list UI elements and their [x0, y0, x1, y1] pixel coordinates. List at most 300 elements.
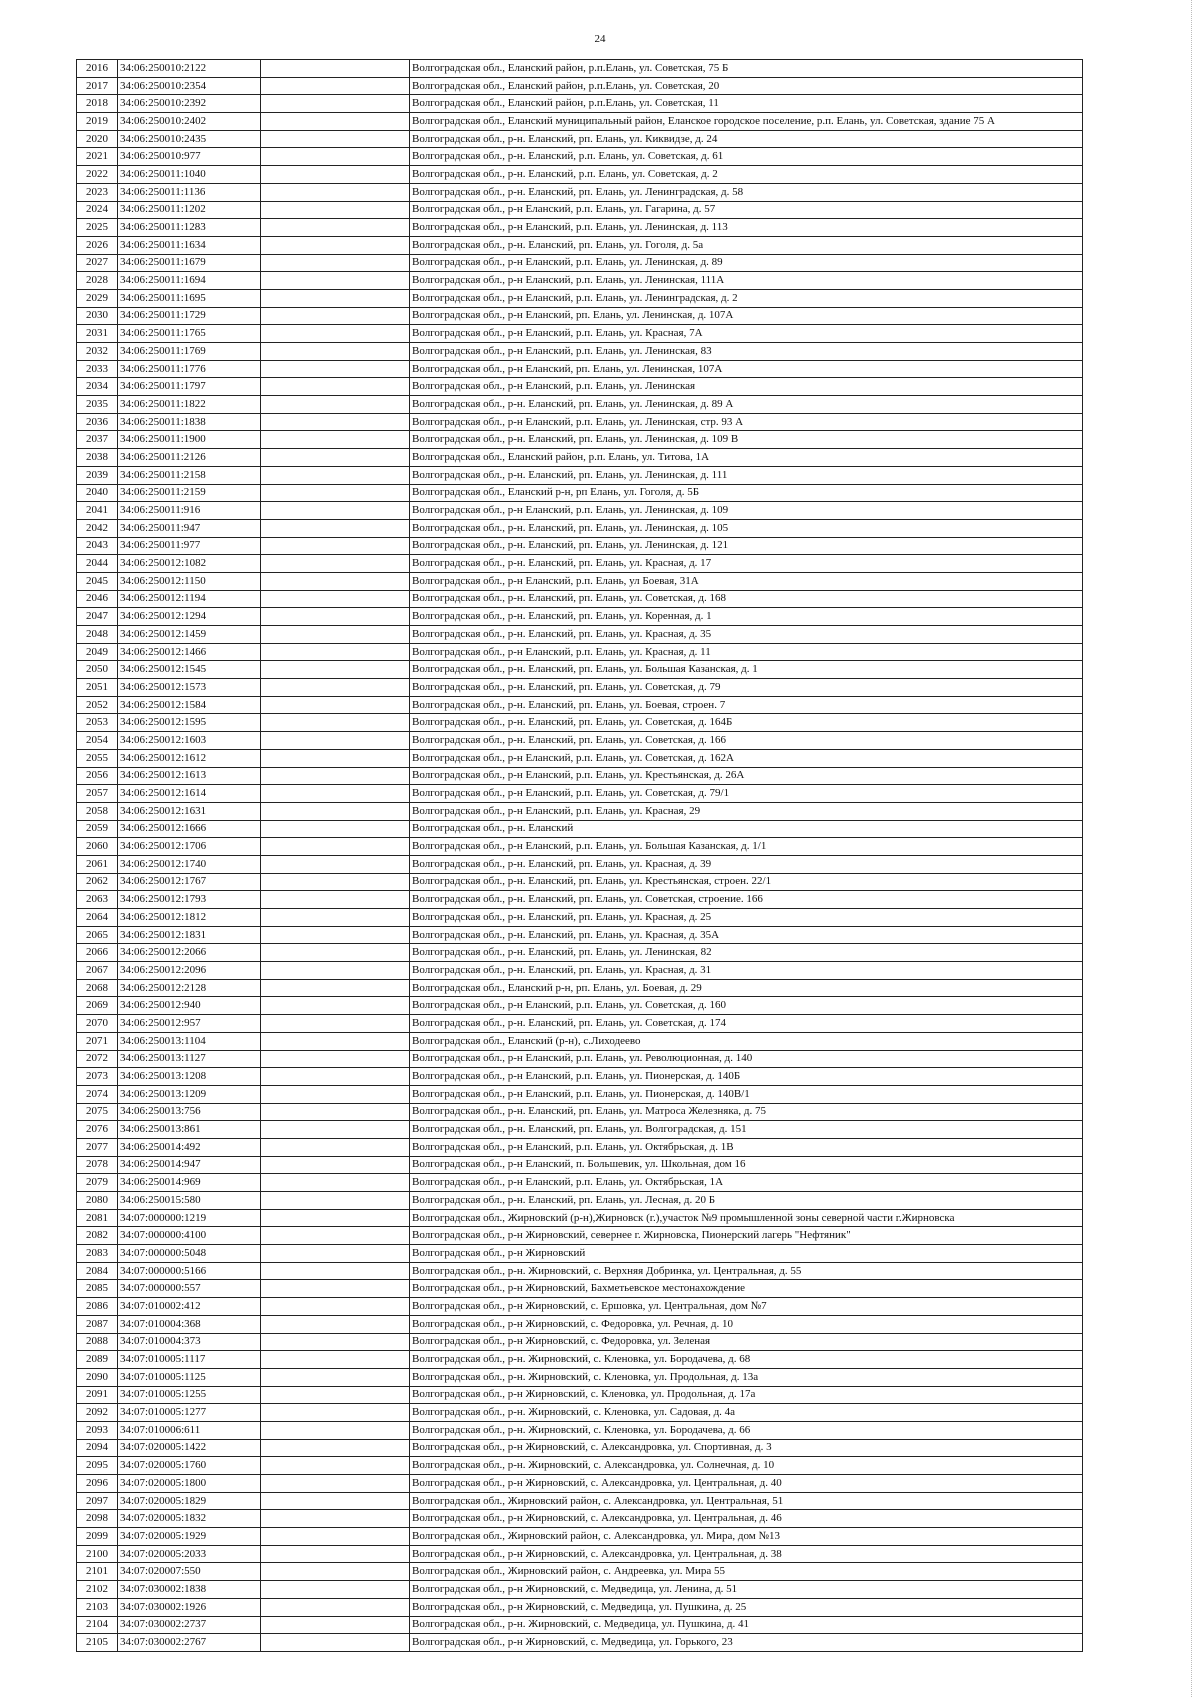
empty-cell [261, 1634, 410, 1652]
address: Волгоградская обл., р-н Еланский, р.п. Елань, ул. Ленинская, д. 109 [410, 502, 1083, 520]
address: Волгоградская обл., р-н Еланский, р.п. Елань, ул. Красная, д. 11 [410, 643, 1083, 661]
address: Волгоградская обл., р-н Еланский, р.п. Елань, ул. Пионерская, д. 140В/1 [410, 1085, 1083, 1103]
cadastral-number: 34:07:020005:1829 [118, 1492, 261, 1510]
table-row [77, 254, 1083, 272]
table-row [77, 183, 1083, 201]
row-number: 2018 [77, 95, 118, 113]
row-number: 2039 [77, 466, 118, 484]
row-number: 2040 [77, 484, 118, 502]
cadastral-number: 34:06:250011:2158 [118, 466, 261, 484]
row-number: 2055 [77, 749, 118, 767]
address: Волгоградская обл., р-н. Еланский [410, 820, 1083, 838]
cadastral-number: 34:07:000000:5166 [118, 1262, 261, 1280]
table-row [77, 590, 1083, 608]
address: Волгоградская обл., р-н Еланский, р.п. Елань, ул. Советская, д. 162А [410, 749, 1083, 767]
empty-cell [261, 307, 410, 325]
cadastral-number: 34:06:250011:1040 [118, 166, 261, 184]
cadastral-number: 34:07:010004:368 [118, 1315, 261, 1333]
empty-cell [261, 1475, 410, 1493]
page-number: 24 [594, 33, 606, 45]
empty-cell [261, 1598, 410, 1616]
address: Волгоградская обл., р-н Жирновский, Бахметьевское местонахождение [410, 1280, 1083, 1298]
cadastral-number: 34:06:250011:1838 [118, 413, 261, 431]
empty-cell [261, 95, 410, 113]
row-number: 2029 [77, 289, 118, 307]
table-row [77, 714, 1083, 732]
row-number: 2066 [77, 944, 118, 962]
table-row [77, 272, 1083, 290]
row-number: 2023 [77, 183, 118, 201]
cadastral-number: 34:06:250011:916 [118, 502, 261, 520]
empty-cell [261, 325, 410, 343]
address: Волгоградская обл., р-н Еланский, р.п. Елань, ул. Большая Казанская, д. 1/1 [410, 838, 1083, 856]
table-row [77, 1315, 1083, 1333]
table-row [77, 572, 1083, 590]
address: Волгоградская обл., р-н. Жирновский, с. Кленовка, ул. Садовая, д. 4а [410, 1404, 1083, 1422]
address: Волгоградская обл., р-н Еланский, р.п. Елань, ул. Пионерская, д. 140Б [410, 1068, 1083, 1086]
address: Волгоградская обл., р-н Еланский, р.п. Елань, ул. Ленинградская, д. 2 [410, 289, 1083, 307]
address: Волгоградская обл., р-н. Еланский, рп. Елань, ул. Крестьянская, строен. 22/1 [410, 873, 1083, 891]
row-number: 2077 [77, 1138, 118, 1156]
table-row [77, 926, 1083, 944]
row-number: 2017 [77, 77, 118, 95]
empty-cell [261, 732, 410, 750]
empty-cell [261, 1227, 410, 1245]
address: Волгоградская обл., р-н Жирновский, с. Федоровка, ул. Речная, д. 10 [410, 1315, 1083, 1333]
row-number: 2074 [77, 1085, 118, 1103]
empty-cell [261, 236, 410, 254]
empty-cell [261, 926, 410, 944]
row-number: 2061 [77, 855, 118, 873]
cadastral-number: 34:07:010005:1277 [118, 1404, 261, 1422]
empty-cell [261, 1563, 410, 1581]
row-number: 2062 [77, 873, 118, 891]
empty-cell [261, 626, 410, 644]
empty-cell [261, 1315, 410, 1333]
empty-cell [261, 343, 410, 361]
empty-cell [261, 1545, 410, 1563]
empty-cell [261, 130, 410, 148]
table-row [77, 1209, 1083, 1227]
address: Волгоградская обл., р-н Еланский, р.п. Елань, ул. Красная, 29 [410, 802, 1083, 820]
cadastral-number: 34:06:250011:2159 [118, 484, 261, 502]
empty-cell [261, 1581, 410, 1599]
row-number: 2041 [77, 502, 118, 520]
cadastral-number: 34:06:250012:1740 [118, 855, 261, 873]
table-row [77, 519, 1083, 537]
row-number: 2058 [77, 802, 118, 820]
cadastral-number: 34:06:250011:1694 [118, 272, 261, 290]
cadastral-number: 34:06:250012:1573 [118, 679, 261, 697]
empty-cell [261, 289, 410, 307]
empty-cell [261, 1351, 410, 1369]
empty-cell [261, 1245, 410, 1263]
empty-cell [261, 1528, 410, 1546]
cadastral-number: 34:07:010005:1255 [118, 1386, 261, 1404]
cadastral-number: 34:06:250014:969 [118, 1174, 261, 1192]
table-row [77, 1475, 1083, 1493]
row-number: 2086 [77, 1298, 118, 1316]
registry-table [76, 59, 1083, 1652]
row-number: 2051 [77, 679, 118, 697]
table-row [77, 1121, 1083, 1139]
address: Волгоградская обл., р-н Еланский, р.п. Елань, ул. Советская, д. 160 [410, 997, 1083, 1015]
empty-cell [261, 1457, 410, 1475]
empty-cell [261, 519, 410, 537]
empty-cell [261, 148, 410, 166]
table-row [77, 1510, 1083, 1528]
row-number: 2045 [77, 572, 118, 590]
table-row [77, 1103, 1083, 1121]
cadastral-number: 34:07:000000:5048 [118, 1245, 261, 1263]
cadastral-number: 34:06:250010:2122 [118, 60, 261, 78]
address: Волгоградская обл., Еланский (р-н), с.Лиходеево [410, 1032, 1083, 1050]
cadastral-number: 34:06:250011:2126 [118, 449, 261, 467]
empty-cell [261, 1510, 410, 1528]
cadastral-number: 34:06:250012:940 [118, 997, 261, 1015]
table-row [77, 1457, 1083, 1475]
row-number: 2097 [77, 1492, 118, 1510]
address: Волгоградская обл., р-н Жирновский, с. Медведица, ул. Горького, 23 [410, 1634, 1083, 1652]
empty-cell [261, 891, 410, 909]
cadastral-number: 34:06:250011:1900 [118, 431, 261, 449]
row-number: 2048 [77, 626, 118, 644]
table-row [77, 1351, 1083, 1369]
row-number: 2069 [77, 997, 118, 1015]
address: Волгоградская обл., р-н Жирновский [410, 1245, 1083, 1263]
address: Волгоградская обл., р-н Жирновский, с. Кленовка, ул. Продольная, д. 17а [410, 1386, 1083, 1404]
cadastral-number: 34:07:010005:1125 [118, 1368, 261, 1386]
row-number: 2084 [77, 1262, 118, 1280]
address: Волгоградская обл., р-н. Еланский, рп. Елань, ул. Большая Казанская, д. 1 [410, 661, 1083, 679]
empty-cell [261, 1616, 410, 1634]
row-number: 2105 [77, 1634, 118, 1652]
row-number: 2075 [77, 1103, 118, 1121]
cadastral-number: 34:07:010006:611 [118, 1421, 261, 1439]
empty-cell [261, 1032, 410, 1050]
row-number: 2021 [77, 148, 118, 166]
empty-cell [261, 855, 410, 873]
empty-cell [261, 1262, 410, 1280]
cadastral-number: 34:07:030002:1838 [118, 1581, 261, 1599]
row-number: 2037 [77, 431, 118, 449]
cadastral-number: 34:06:250011:1634 [118, 236, 261, 254]
table-row [77, 1050, 1083, 1068]
empty-cell [261, 1368, 410, 1386]
address: Волгоградская обл., Еланский район, р.п.Елань, ул. Советская, 20 [410, 77, 1083, 95]
table-row [77, 1192, 1083, 1210]
table-row [77, 1156, 1083, 1174]
cadastral-number: 34:06:250011:1136 [118, 183, 261, 201]
table-row [77, 643, 1083, 661]
row-number: 2100 [77, 1545, 118, 1563]
table-row [77, 1563, 1083, 1581]
row-number: 2047 [77, 608, 118, 626]
table-row [77, 732, 1083, 750]
address: Волгоградская обл., р-н. Еланский, рп. Елань, ул. Советская, д. 166 [410, 732, 1083, 750]
table-row [77, 661, 1083, 679]
row-number: 2025 [77, 219, 118, 237]
address: Волгоградская обл., р-н. Еланский, рп. Елань, ул. Ленинская, д. 121 [410, 537, 1083, 555]
address: Волгоградская обл., р-н Жирновский, севернее г. Жирновска, Пионерский лагерь "Нефтяник" [410, 1227, 1083, 1245]
empty-cell [261, 590, 410, 608]
cadastral-number: 34:07:000000:4100 [118, 1227, 261, 1245]
row-number: 2016 [77, 60, 118, 78]
cadastral-number: 34:06:250011:1797 [118, 378, 261, 396]
address: Волгоградская обл., р-н. Еланский, рп. Елань, ул. Матроса Железняка, д. 75 [410, 1103, 1083, 1121]
cadastral-number: 34:07:020005:1929 [118, 1528, 261, 1546]
cadastral-number: 34:06:250012:1595 [118, 714, 261, 732]
cadastral-number: 34:06:250012:1613 [118, 767, 261, 785]
empty-cell [261, 1492, 410, 1510]
row-number: 2089 [77, 1351, 118, 1369]
empty-cell [261, 449, 410, 467]
empty-cell [261, 838, 410, 856]
table-row [77, 449, 1083, 467]
cadastral-number: 34:07:020007:550 [118, 1563, 261, 1581]
address: Волгоградская обл., р-н. Еланский, рп. Елань, ул. Советская, строение. 166 [410, 891, 1083, 909]
address: Волгоградская обл., р-н Жирновский, с. Александровка, ул. Центральная, д. 40 [410, 1475, 1083, 1493]
address: Волгоградская обл., р-н. Еланский, р.п. Елань, ул. Советская, д. 2 [410, 166, 1083, 184]
row-number: 2027 [77, 254, 118, 272]
row-number: 2081 [77, 1209, 118, 1227]
address: Волгоградская обл., р-н Жирновский, с. Ершовка, ул. Центральная, дом №7 [410, 1298, 1083, 1316]
empty-cell [261, 802, 410, 820]
empty-cell [261, 113, 410, 131]
cadastral-number: 34:06:250011:1769 [118, 343, 261, 361]
empty-cell [261, 555, 410, 573]
table-row [77, 1280, 1083, 1298]
row-number: 2059 [77, 820, 118, 838]
cadastral-number: 34:06:250012:1294 [118, 608, 261, 626]
table-row [77, 502, 1083, 520]
empty-cell [261, 502, 410, 520]
empty-cell [261, 785, 410, 803]
row-number: 2070 [77, 1015, 118, 1033]
address: Волгоградская обл., Еланский р-н, рп. Елань, ул. Боевая, д. 29 [410, 979, 1083, 997]
address: Волгоградская обл., р-н Еланский, р.п. Елань, ул. Ленинская, 83 [410, 343, 1083, 361]
table-row [77, 1439, 1083, 1457]
cadastral-number: 34:06:250012:1466 [118, 643, 261, 661]
empty-cell [261, 1068, 410, 1086]
address: Волгоградская обл., р-н Жирновский, с. Медведица, ул. Ленина, д. 51 [410, 1581, 1083, 1599]
table-row [77, 785, 1083, 803]
empty-cell [261, 572, 410, 590]
table-row [77, 696, 1083, 714]
row-number: 2095 [77, 1457, 118, 1475]
cadastral-number: 34:06:250011:947 [118, 519, 261, 537]
table-row [77, 1616, 1083, 1634]
row-number: 2035 [77, 396, 118, 414]
row-number: 2090 [77, 1368, 118, 1386]
table-row [77, 289, 1083, 307]
empty-cell [261, 661, 410, 679]
empty-cell [261, 219, 410, 237]
cadastral-number: 34:06:250012:1831 [118, 926, 261, 944]
table-row [77, 166, 1083, 184]
address: Волгоградская обл., р-н Жирновский, с. Александровка, ул. Центральная, д. 46 [410, 1510, 1083, 1528]
cadastral-number: 34:06:250012:1545 [118, 661, 261, 679]
address: Волгоградская обл., р-н. Еланский, рп. Елань, ул. Советская, д. 168 [410, 590, 1083, 608]
empty-cell [261, 1386, 410, 1404]
row-number: 2064 [77, 909, 118, 927]
empty-cell [261, 1015, 410, 1033]
cadastral-number: 34:06:250012:1584 [118, 696, 261, 714]
table-row [77, 855, 1083, 873]
empty-cell [261, 1439, 410, 1457]
row-number: 2092 [77, 1404, 118, 1422]
cadastral-number: 34:06:250012:1706 [118, 838, 261, 856]
empty-cell [261, 166, 410, 184]
table-row [77, 1227, 1083, 1245]
row-number: 2028 [77, 272, 118, 290]
table-row [77, 1545, 1083, 1563]
row-number: 2096 [77, 1475, 118, 1493]
empty-cell [261, 1404, 410, 1422]
empty-cell [261, 272, 410, 290]
row-number: 2044 [77, 555, 118, 573]
empty-cell [261, 1298, 410, 1316]
address: Волгоградская обл., р-н. Жирновский, с. Медведица, ул. Пушкина, д. 41 [410, 1616, 1083, 1634]
table-row [77, 1634, 1083, 1652]
address: Волгоградская обл., р-н. Еланский, р.п. Елань, ул. Советская, д. 61 [410, 148, 1083, 166]
cadastral-number: 34:06:250013:756 [118, 1103, 261, 1121]
table-row [77, 307, 1083, 325]
cadastral-number: 34:06:250011:1776 [118, 360, 261, 378]
table-row [77, 1262, 1083, 1280]
cadastral-number: 34:06:250014:492 [118, 1138, 261, 1156]
empty-cell [261, 254, 410, 272]
row-number: 2056 [77, 767, 118, 785]
empty-cell [261, 997, 410, 1015]
cadastral-number: 34:06:250014:947 [118, 1156, 261, 1174]
table-row [77, 1581, 1083, 1599]
address: Волгоградская обл., р-н Еланский, р.п. Елань, ул Боевая, 31А [410, 572, 1083, 590]
address: Волгоградская обл., р-н Еланский, п. Большевик, ул. Школьная, дом 16 [410, 1156, 1083, 1174]
empty-cell [261, 484, 410, 502]
address: Волгоградская обл., Еланский район, р.п. Елань, ул. Титова, 1А [410, 449, 1083, 467]
table-row [77, 325, 1083, 343]
row-number: 2079 [77, 1174, 118, 1192]
table-row [77, 1528, 1083, 1546]
table-row [77, 767, 1083, 785]
empty-cell [261, 909, 410, 927]
row-number: 2043 [77, 537, 118, 555]
row-number: 2068 [77, 979, 118, 997]
empty-cell [261, 77, 410, 95]
empty-cell [261, 413, 410, 431]
row-number: 2033 [77, 360, 118, 378]
address: Волгоградская обл., р-н Еланский, р.п. Елань, ул. Революционная, д. 140 [410, 1050, 1083, 1068]
cadastral-number: 34:06:250011:1679 [118, 254, 261, 272]
cadastral-number: 34:06:250012:1459 [118, 626, 261, 644]
table-row [77, 626, 1083, 644]
cadastral-number: 34:06:250012:1812 [118, 909, 261, 927]
cadastral-number: 34:07:010002:412 [118, 1298, 261, 1316]
address: Волгоградская обл., р-н Еланский, р.п. Елань, ул. Ленинская, стр. 93 А [410, 413, 1083, 431]
table-row [77, 1068, 1083, 1086]
address: Волгоградская обл., р-н. Жирновский, с. Кленовка, ул. Бородачева, д. 68 [410, 1351, 1083, 1369]
empty-cell [261, 1138, 410, 1156]
cadastral-number: 34:07:030002:2767 [118, 1634, 261, 1652]
cadastral-number: 34:06:250012:1082 [118, 555, 261, 573]
cadastral-number: 34:06:250012:2096 [118, 962, 261, 980]
table-row [77, 1404, 1083, 1422]
address: Волгоградская обл., р-н. Еланский, рп. Елань, ул. Красная, д. 17 [410, 555, 1083, 573]
address: Волгоградская обл., р-н Еланский, р.п. Елань, ул. Красная, 7А [410, 325, 1083, 343]
cadastral-number: 34:06:250015:580 [118, 1192, 261, 1210]
row-number: 2101 [77, 1563, 118, 1581]
empty-cell [261, 431, 410, 449]
empty-cell [261, 944, 410, 962]
cadastral-number: 34:06:250013:1104 [118, 1032, 261, 1050]
table-row [77, 484, 1083, 502]
empty-cell [261, 1156, 410, 1174]
cadastral-number: 34:06:250012:1603 [118, 732, 261, 750]
cadastral-number: 34:06:250011:1202 [118, 201, 261, 219]
cadastral-number: 34:06:250010:2392 [118, 95, 261, 113]
address: Волгоградская обл., р-н. Еланский, рп. Елань, ул. Коренная, д. 1 [410, 608, 1083, 626]
address: Волгоградская обл., р-н Еланский, р.п. Елань, ул. Гагарина, д. 57 [410, 201, 1083, 219]
row-number: 2072 [77, 1050, 118, 1068]
table-row [77, 1421, 1083, 1439]
row-number: 2032 [77, 343, 118, 361]
empty-cell [261, 679, 410, 697]
row-number: 2020 [77, 130, 118, 148]
cadastral-number: 34:07:020005:1760 [118, 1457, 261, 1475]
address: Волгоградская обл., р-н. Жирновский, с. Кленовка, ул. Бородачева, д. 66 [410, 1421, 1083, 1439]
empty-cell [261, 378, 410, 396]
empty-cell [261, 396, 410, 414]
row-number: 2080 [77, 1192, 118, 1210]
cadastral-number: 34:06:250010:2435 [118, 130, 261, 148]
address: Волгоградская обл., р-н. Еланский, рп. Елань, ул. Красная, д. 35 [410, 626, 1083, 644]
address: Волгоградская обл., р-н Еланский, р.п. Елань, ул. Октябрьская, д. 1В [410, 1138, 1083, 1156]
cadastral-number: 34:06:250012:2128 [118, 979, 261, 997]
address: Волгоградская обл., р-н. Еланский, рп. Елань, ул. Советская, д. 79 [410, 679, 1083, 697]
cadastral-number: 34:06:250010:977 [118, 148, 261, 166]
cadastral-number: 34:07:020005:1832 [118, 1510, 261, 1528]
row-number: 2071 [77, 1032, 118, 1050]
address: Волгоградская обл., р-н Жирновский, с. Александровка, ул. Спортивная, д. 3 [410, 1439, 1083, 1457]
empty-cell [261, 1085, 410, 1103]
address: Волгоградская обл., р-н Жирновский, с. Медведица, ул. Пушкина, д. 25 [410, 1598, 1083, 1616]
table-row [77, 77, 1083, 95]
address: Волгоградская обл., р-н Жирновский, с. Федоровка, ул. Зеленая [410, 1333, 1083, 1351]
table-row [77, 219, 1083, 237]
table-row [77, 1333, 1083, 1351]
table-row [77, 343, 1083, 361]
row-number: 2060 [77, 838, 118, 856]
row-number: 2078 [77, 1156, 118, 1174]
table-row [77, 1598, 1083, 1616]
address: Волгоградская обл., р-н Еланский, рп. Елань, ул. Ленинская, д. 107А [410, 307, 1083, 325]
row-number: 2098 [77, 1510, 118, 1528]
address: Волгоградская обл., р-н Еланский, р.п. Елань, ул. Советская, д. 79/1 [410, 785, 1083, 803]
address: Волгоградская обл., р-н. Еланский, рп. Елань, ул. Красная, д. 39 [410, 855, 1083, 873]
empty-cell [261, 1050, 410, 1068]
table-row [77, 1015, 1083, 1033]
address: Волгоградская обл., Жирновский район, с. Александровка, ул. Центральная, 51 [410, 1492, 1083, 1510]
address: Волгоградская обл., Жирновский район, с. Андреевка, ул. Мира 55 [410, 1563, 1083, 1581]
row-number: 2038 [77, 449, 118, 467]
row-number: 2087 [77, 1315, 118, 1333]
cadastral-number: 34:06:250013:861 [118, 1121, 261, 1139]
row-number: 2076 [77, 1121, 118, 1139]
cadastral-number: 34:06:250012:1631 [118, 802, 261, 820]
address: Волгоградская обл., р-н. Еланский, рп. Елань, ул. Ленинская, д. 109 В [410, 431, 1083, 449]
address: Волгоградская обл., р-н. Еланский, рп. Елань, ул. Ленинградская, д. 58 [410, 183, 1083, 201]
